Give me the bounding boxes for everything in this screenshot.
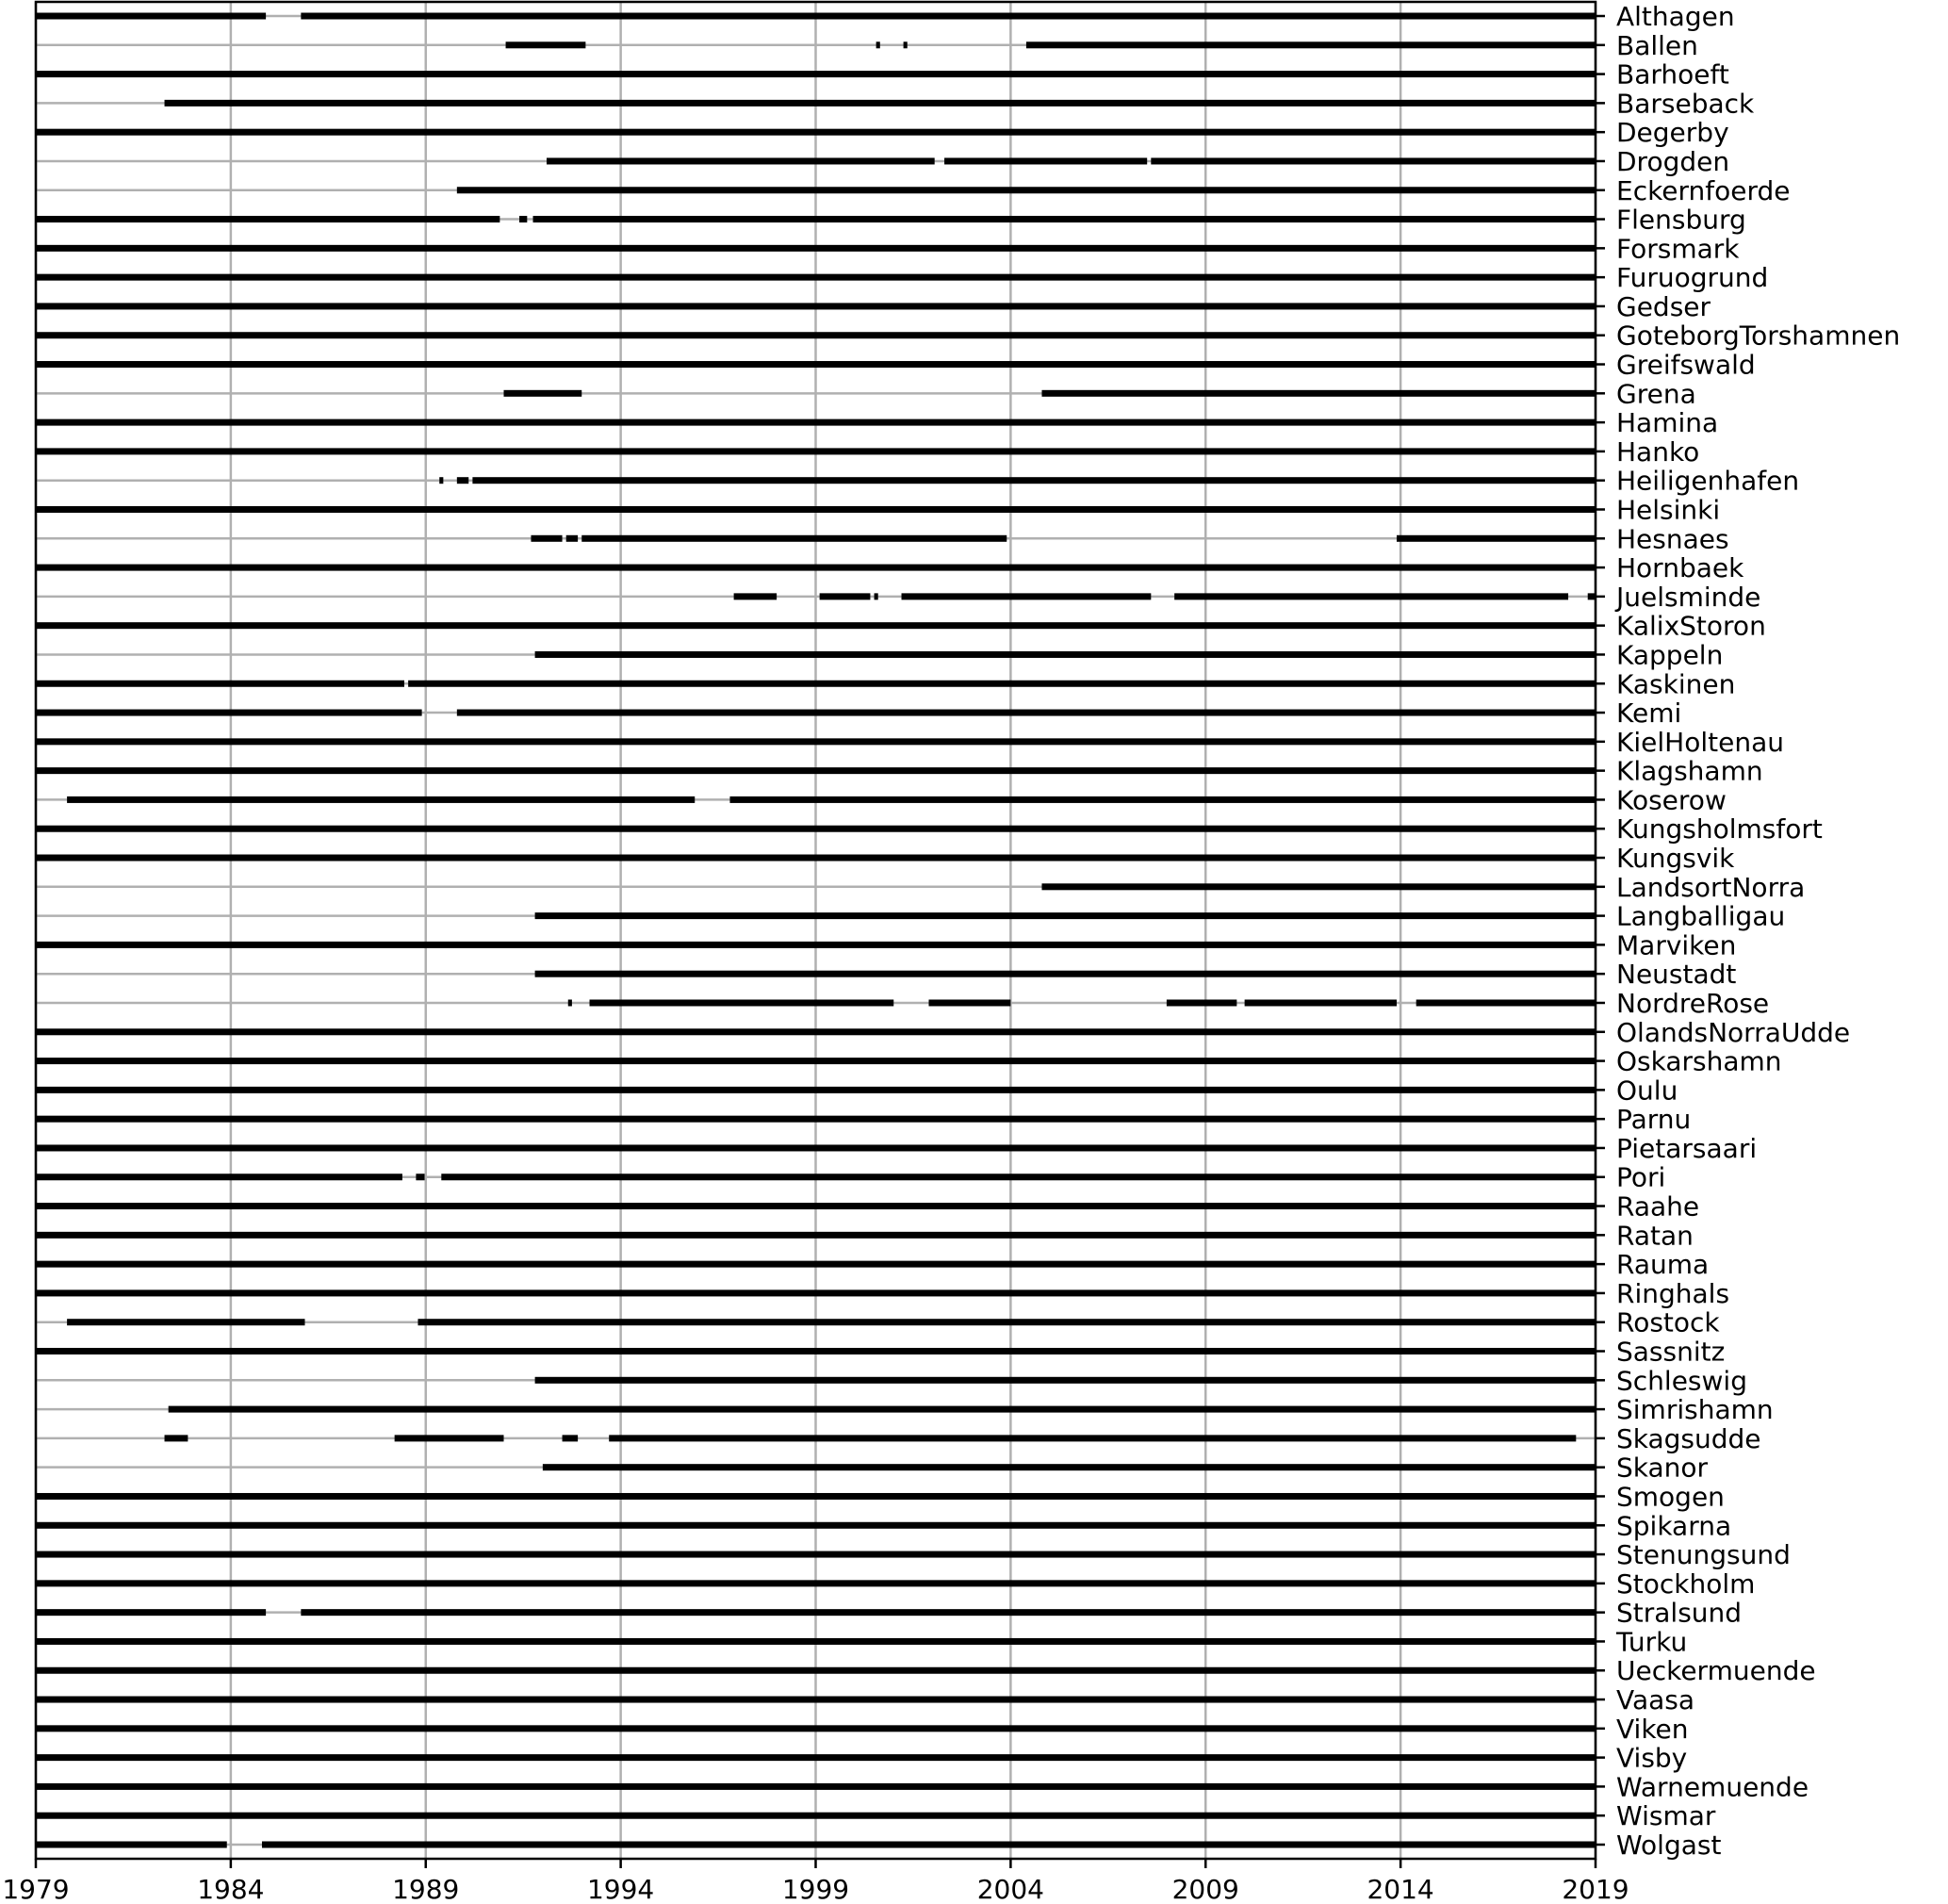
availability-segment <box>165 100 1596 107</box>
availability-segment <box>1397 535 1596 542</box>
availability-segment <box>36 419 1596 426</box>
station-label: Schleswig <box>1616 1365 1747 1397</box>
availability-segment <box>36 1232 1596 1239</box>
availability-segment <box>36 1783 1596 1790</box>
station-label: Koserow <box>1616 784 1727 816</box>
availability-segment <box>36 681 404 687</box>
station-label: Spikarna <box>1616 1510 1732 1542</box>
availability-segment <box>36 826 1596 832</box>
station-label: Gedser <box>1616 290 1711 322</box>
availability-segment <box>36 1754 1596 1761</box>
availability-segment <box>1167 999 1236 1006</box>
station-label: Visby <box>1616 1742 1688 1774</box>
station-label: Hamina <box>1616 407 1719 439</box>
station-label: Stralsund <box>1616 1597 1743 1629</box>
availability-segment <box>36 1028 1596 1035</box>
availability-segment <box>533 216 1596 222</box>
availability-segment <box>820 593 871 599</box>
x-tick-label: 2009 <box>1171 1874 1239 1904</box>
availability-segment <box>416 1174 424 1180</box>
station-label: Marviken <box>1616 929 1737 961</box>
availability-segment <box>36 245 1596 252</box>
availability-segment <box>67 796 695 803</box>
availability-segment <box>1041 883 1596 890</box>
availability-segment <box>301 13 1596 20</box>
station-label: Helsinki <box>1616 494 1721 526</box>
availability-segment <box>568 999 572 1006</box>
availability-segment <box>904 41 908 48</box>
station-label: Turku <box>1616 1626 1688 1658</box>
availability-segment <box>36 1609 266 1616</box>
x-tick-label: 2014 <box>1367 1874 1434 1904</box>
station-label: KalixStoron <box>1616 610 1766 642</box>
availability-segment <box>67 1319 304 1325</box>
station-label: Skanor <box>1616 1452 1709 1484</box>
availability-segment <box>36 1058 1596 1064</box>
availability-segment <box>36 1261 1596 1268</box>
availability-segment <box>506 41 586 48</box>
availability-segment <box>36 1174 402 1180</box>
availability-segment <box>928 999 1010 1006</box>
availability-segment <box>36 13 266 20</box>
availability-segment <box>36 1725 1596 1732</box>
availability-segment <box>36 565 1596 571</box>
availability-segment <box>165 1435 188 1441</box>
availability-segment <box>36 767 1596 774</box>
station-label: Skagsudde <box>1616 1422 1761 1454</box>
availability-segment <box>262 1842 1596 1848</box>
availability-segment <box>36 1667 1596 1674</box>
availability-segment <box>36 1813 1596 1819</box>
availability-segment <box>36 274 1596 281</box>
availability-segment <box>36 1580 1596 1586</box>
station-label: Kappeln <box>1616 639 1724 671</box>
availability-segment <box>944 157 1147 164</box>
availability-segment <box>36 361 1596 368</box>
station-label: Forsmark <box>1616 233 1740 265</box>
availability-segment <box>457 477 468 484</box>
station-label: Kaskinen <box>1616 668 1736 700</box>
availability-segment <box>457 187 1596 193</box>
station-label: Simrishamn <box>1616 1394 1774 1426</box>
station-label: Wismar <box>1616 1800 1716 1832</box>
availability-segment <box>519 216 527 222</box>
availability-segment <box>535 971 1596 977</box>
station-label: Oulu <box>1616 1075 1678 1107</box>
availability-segment <box>36 1116 1596 1123</box>
station-label: Kungsholmsfort <box>1616 813 1823 845</box>
availability-segment <box>36 71 1596 77</box>
station-label: Viken <box>1616 1713 1689 1745</box>
station-label: Klagshamn <box>1616 755 1763 787</box>
station-label: Drogden <box>1616 145 1730 177</box>
availability-segment <box>301 1609 1596 1616</box>
availability-segment <box>36 448 1596 454</box>
station-label: Juelsminde <box>1616 581 1761 613</box>
station-label: OlandsNorraUdde <box>1616 1016 1851 1048</box>
station-label: Pori <box>1616 1161 1666 1193</box>
station-label: Hesnaes <box>1616 523 1729 555</box>
station-label: Grena <box>1616 378 1696 410</box>
station-label: Barseback <box>1616 88 1755 120</box>
station-label: Rostock <box>1616 1306 1720 1338</box>
availability-segment <box>36 332 1596 338</box>
availability-segment <box>439 477 443 484</box>
availability-segment <box>902 593 1152 599</box>
availability-segment <box>36 1144 1596 1151</box>
availability-segment <box>543 1464 1596 1470</box>
station-label: Hanko <box>1616 435 1700 468</box>
availability-segment <box>535 651 1596 658</box>
availability-segment <box>36 1638 1596 1645</box>
station-label: Pietarsaari <box>1616 1132 1758 1164</box>
station-label: Raahe <box>1616 1190 1700 1223</box>
station-label: Ringhals <box>1616 1277 1730 1309</box>
station-label: Althagen <box>1616 1 1735 32</box>
station-label: Flensburg <box>1616 204 1746 236</box>
x-axis <box>2 1859 1629 1904</box>
availability-segment <box>1416 999 1596 1006</box>
availability-segment <box>36 855 1596 862</box>
availability-segment <box>36 1289 1596 1296</box>
station-label: Degerby <box>1616 117 1729 149</box>
x-tick-label: 1994 <box>586 1874 655 1904</box>
x-tick-label: 2004 <box>976 1874 1045 1904</box>
station-label: Ballen <box>1616 29 1698 61</box>
station-label: Stenungsund <box>1616 1539 1791 1571</box>
availability-segment <box>36 506 1596 513</box>
station-label: Kungsvik <box>1616 843 1735 875</box>
availability-segment <box>472 477 1596 484</box>
availability-segment <box>547 157 935 164</box>
availability-segment <box>36 710 422 716</box>
availability-segment <box>36 1087 1596 1093</box>
y-axis-right <box>1596 1 1900 1861</box>
station-label: Langballigau <box>1616 900 1786 932</box>
availability-segment <box>36 1493 1596 1500</box>
availability-segment <box>169 1406 1596 1413</box>
station-label: Greifswald <box>1616 349 1756 381</box>
availability-segment <box>875 593 878 599</box>
station-label: Heiligenhafen <box>1616 465 1800 497</box>
availability-segment <box>1026 41 1596 48</box>
station-label: Neustadt <box>1616 959 1737 991</box>
availability-segment <box>36 1697 1596 1703</box>
station-label: Eckernfoerde <box>1616 174 1791 206</box>
availability-segment <box>609 1435 1576 1441</box>
station-label: Sassnitz <box>1616 1336 1726 1368</box>
availability-segment <box>36 942 1596 948</box>
availability-segment <box>36 622 1596 629</box>
availability-segment <box>36 1842 227 1848</box>
availability-segment <box>535 912 1596 919</box>
station-label: Stockholm <box>1616 1568 1756 1600</box>
availability-segment <box>36 303 1596 309</box>
availability-segment <box>36 1348 1596 1354</box>
station-label: GoteborgTorshamnen <box>1616 320 1901 352</box>
station-label: KielHoltenau <box>1616 726 1784 758</box>
station-label: Hornbaek <box>1616 552 1744 584</box>
availability-segment <box>1245 999 1397 1006</box>
availability-segment <box>1041 390 1596 397</box>
availability-segment <box>734 593 778 599</box>
availability-segment <box>417 1319 1596 1325</box>
availability-segment <box>535 1377 1596 1384</box>
availability-segment <box>36 1551 1596 1558</box>
station-label: Barhoeft <box>1616 58 1729 90</box>
station-label: NordreRose <box>1616 987 1770 1019</box>
availability-segment <box>36 1522 1596 1529</box>
availability-segment <box>504 390 582 397</box>
station-label: Warnemuende <box>1616 1771 1809 1803</box>
x-tick-label: 1979 <box>2 1874 70 1904</box>
station-label: Smogen <box>1616 1481 1725 1513</box>
station-label: Rauma <box>1616 1249 1710 1281</box>
availability-segment <box>729 796 1596 803</box>
availability-segment <box>36 1203 1596 1209</box>
x-tick-label: 2019 <box>1562 1874 1629 1904</box>
station-label: Vaasa <box>1616 1684 1695 1716</box>
station-label: LandsortNorra <box>1616 871 1806 903</box>
availability-segment <box>876 41 880 48</box>
availability-segment <box>457 710 1596 716</box>
availability-segment <box>581 535 1007 542</box>
availability-segment <box>395 1435 504 1441</box>
availability-segment <box>566 535 578 542</box>
x-tick-label: 1984 <box>197 1874 265 1904</box>
station-label: Furuogrund <box>1616 262 1769 294</box>
station-label: Ueckermuende <box>1616 1655 1816 1687</box>
station-label: Ratan <box>1616 1220 1694 1252</box>
availability-segment <box>1151 157 1596 164</box>
availability-segment <box>36 129 1596 136</box>
station-label: Parnu <box>1616 1104 1692 1136</box>
station-label: Wolgast <box>1616 1830 1722 1861</box>
availability-segment <box>1174 593 1568 599</box>
availability-segment <box>36 738 1596 745</box>
availability-segment <box>36 216 499 222</box>
x-tick-label: 1999 <box>781 1874 850 1904</box>
availability-segment <box>408 681 1596 687</box>
station-label: Kemi <box>1616 698 1682 730</box>
availability-segment <box>531 535 562 542</box>
x-tick-label: 1989 <box>392 1874 460 1904</box>
availability-segment <box>590 999 894 1006</box>
availability-segment <box>441 1174 1596 1180</box>
availability-segment <box>563 1435 579 1441</box>
station-label: Oskarshamn <box>1616 1045 1782 1077</box>
